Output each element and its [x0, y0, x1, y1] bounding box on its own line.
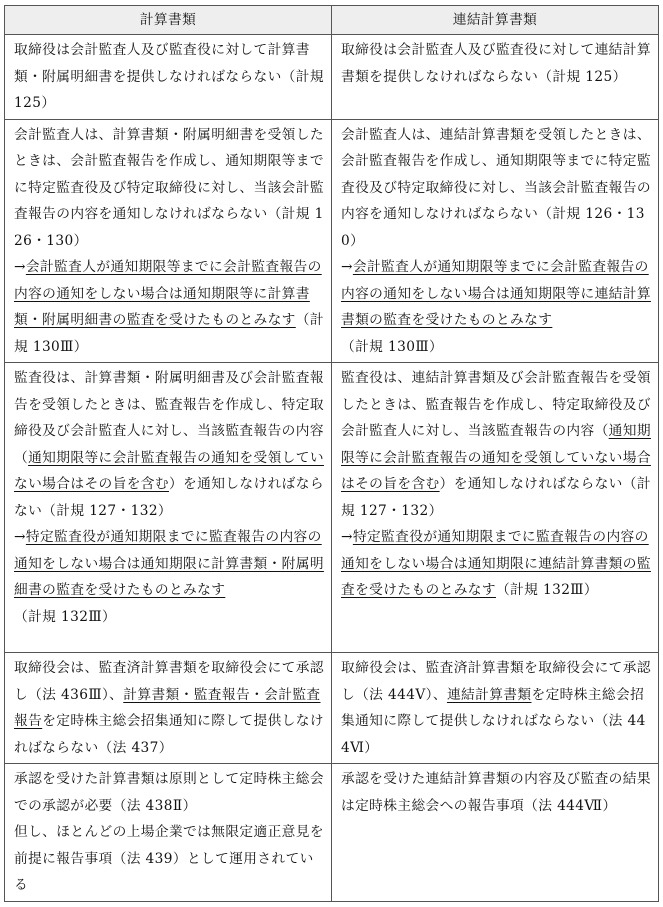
cell-renketsu-keisan-shorui — [332, 653, 659, 764]
cell-keisan-shorui — [5, 653, 332, 764]
table-row — [5, 35, 659, 120]
underlined-text: 会計監査人が通知期限等までに会計監査報告の内容の通知をしない場合は通知期限等に連結計算書類の監査を受けたものとみなす — [341, 259, 651, 328]
cell-renketsu-keisan-shorui — [332, 35, 659, 120]
text-segment: （計規 132Ⅲ） — [14, 608, 117, 625]
text-segment: ）を通知しなければならない（計規 127・132） — [14, 476, 324, 519]
text-segment: を定時株主総会招集通知に際して提供しなければならない（法 437） — [14, 713, 324, 756]
comparison-table — [4, 5, 659, 902]
underlined-text: 連結計算書類 — [446, 686, 532, 703]
cell-keisan-shorui — [5, 119, 332, 363]
header-row — [5, 6, 659, 35]
cell-paragraph — [341, 122, 652, 255]
cell-paragraph — [341, 524, 652, 604]
cell-keisan-shorui — [5, 764, 332, 902]
table-row — [5, 363, 659, 653]
table-row — [5, 119, 659, 363]
text-segment: → — [14, 259, 26, 275]
cell-paragraph — [14, 766, 325, 819]
table-body — [5, 35, 659, 902]
text-segment: 監査役は、連結計算書類及び会計監査報告を受領したときは、監査報告を作成し、特定取締役及び会計監査人に対し、当該監査報告の内容（ — [341, 370, 651, 439]
text-segment: 承認を受けた計算書類は原則として定時株主総会での承認が必要（法 438Ⅱ） — [14, 771, 324, 814]
underlined-text: 通知期限等に会計監査報告の通知を受領していない場合はその旨を含む — [341, 423, 651, 492]
underlined-text: 通知期限等に会計監査報告の通知を受領していない場合はその旨を含む — [14, 449, 324, 492]
cell-paragraph — [341, 766, 652, 819]
underlined-text: 特定監査役が通知期限までに監査報告の内容の通知をしない場合は通知期限に連結計算書類の監査を受けたものとみなす — [341, 529, 651, 598]
text-segment: 取締役は会計監査人及び監査役に対して計算書類・附属明細書を提供しなければならない（計規 125） — [14, 42, 324, 111]
cell-renketsu-keisan-shorui — [332, 764, 659, 902]
cell-paragraph — [14, 365, 325, 524]
text-segment: を定時株主総会招集通知に際して提供しなければならない（法 444Ⅵ） — [341, 686, 646, 756]
text-segment: （計規 132Ⅲ） — [495, 582, 598, 598]
text-segment: 取締役会は、監査済計算書類を取締役会にて承認し（法 436Ⅲ）、 — [14, 660, 324, 703]
cell-paragraph — [341, 37, 652, 90]
text-segment: 会計監査人は、連結計算書類を受領したときは、会計監査報告を作成し、通知期限等までに特定監査役及び特定取締役に対し、当該会計監査報告の内容を通知しなければならない（計規 126・130） — [341, 126, 651, 249]
text-segment: 監査役は、計算書類・附属明細書及び会計監査報告を受領したときは、監査報告を作成し、特定取締役及び会計監査人に対し、当該監査報告の内容（ — [14, 370, 324, 466]
header-keisan-shorui: 計算書類 — [5, 6, 332, 35]
cell-paragraph — [341, 655, 652, 761]
underlined-text: 特定監査役が通知期限までに監査報告の内容の通知をしない場合は通知期限に計算書類・附属明細書の監査を受けたものとみなす — [14, 529, 324, 598]
text-segment: 会計監査人は、計算書類・附属明細書を受領したときは、会計監査報告を作成し、通知期限等までに特定監査役及び特定取締役に対し、当該会計監査報告の内容を通知しなければならない（計規 126・130） — [14, 126, 324, 249]
header-renketsu-keisan-shorui: 連結計算書類 — [332, 6, 659, 35]
cell-paragraph — [341, 254, 652, 360]
text-segment: （計規 130Ⅲ） — [14, 312, 324, 355]
cell-paragraph — [341, 365, 652, 524]
text-segment: ）を通知しなければならない（計規 127・132） — [341, 476, 651, 519]
underlined-text: 会計監査人が通知期限等までに会計監査報告の内容の通知をしない場合は通知期限等に計算書類・附属明細書の監査を受けたものとみなす — [14, 259, 322, 328]
table-row — [5, 764, 659, 902]
text-segment: → — [341, 529, 353, 545]
cell-paragraph — [14, 655, 325, 761]
underlined-text: 計算書類・監査報告・会計監査報告 — [14, 686, 321, 729]
text-segment: 承認を受けた連結計算書類の内容及び監査の結果は定時株主総会への報告事項（法 444Ⅶ） — [341, 771, 651, 814]
text-segment: → — [14, 529, 26, 545]
cell-keisan-shorui — [5, 35, 332, 120]
cell-paragraph — [14, 122, 325, 255]
text-segment: → — [341, 259, 353, 275]
cell-renketsu-keisan-shorui — [332, 363, 659, 653]
text-segment: （計規 130Ⅲ） — [341, 338, 444, 355]
cell-keisan-shorui — [5, 363, 332, 653]
text-segment: 取締役会は、監査済計算書類を取締役会にて承認し（法 444Ⅴ）、 — [341, 660, 651, 703]
cell-paragraph — [14, 819, 325, 899]
text-segment: 但し、ほとんどの上場企業では無限定適正意見を前提に報告事項（法 439）として運用されている — [14, 824, 324, 893]
cell-renketsu-keisan-shorui — [332, 119, 659, 363]
text-segment: 取締役は会計監査人及び監査役に対して連結計算書類を提供しなければならない（計規 125） — [341, 42, 651, 85]
table-row — [5, 653, 659, 764]
cell-paragraph — [14, 37, 325, 117]
cell-paragraph — [14, 524, 325, 630]
cell-paragraph — [14, 254, 325, 360]
